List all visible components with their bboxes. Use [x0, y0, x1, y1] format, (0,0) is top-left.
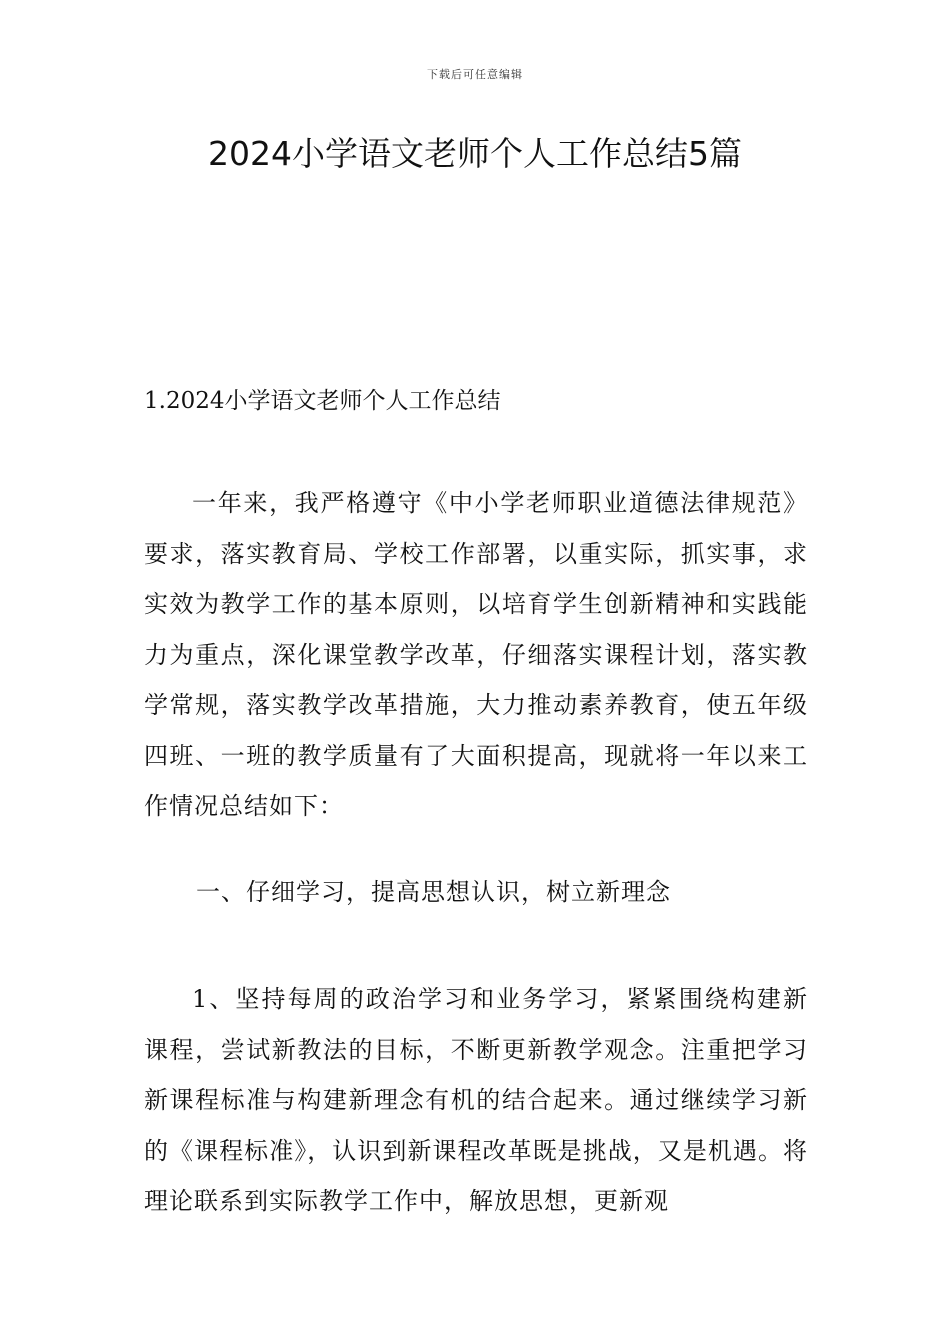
heading-study: 一、仔细学习，提高思想认识，树立新理念 [196, 878, 671, 906]
paragraph-intro: 一年来，我严格遵守《中小学老师职业道德法律规范》要求，落实教育局、学校工作部署，以重实际，抓实事，求实效为教学工作的基本原则，以培育学生创新精神和实践能力为重点，深化课堂教学改革，仔细落实课程计划，落实教学常规，落实教学改革措施，大力推动素养教育，使五年级四班、一班的教学质量有了大面积提高，现就将一年以来工作情况总结如下： [144, 489, 808, 820]
paragraph-study-1: 1、坚持每周的政治学习和业务学习，紧紧围绕构建新课程，尝试新教法的目标，不断更新教学观念。注重把学习新课程标准与构建新理念有机的结合起来。通过继续学习新的《课程标准》，认识到新课程改革既是挑战，又是机遇。将理论联系到实际教学工作中，解放思想，更新观 [144, 985, 808, 1215]
section-title: 1.2024小学语文老师个人工作总结 [144, 388, 501, 414]
header-note: 下载后可任意编辑 [427, 68, 523, 81]
document-title: 2024小学语文老师个人工作总结5篇 [208, 134, 742, 173]
